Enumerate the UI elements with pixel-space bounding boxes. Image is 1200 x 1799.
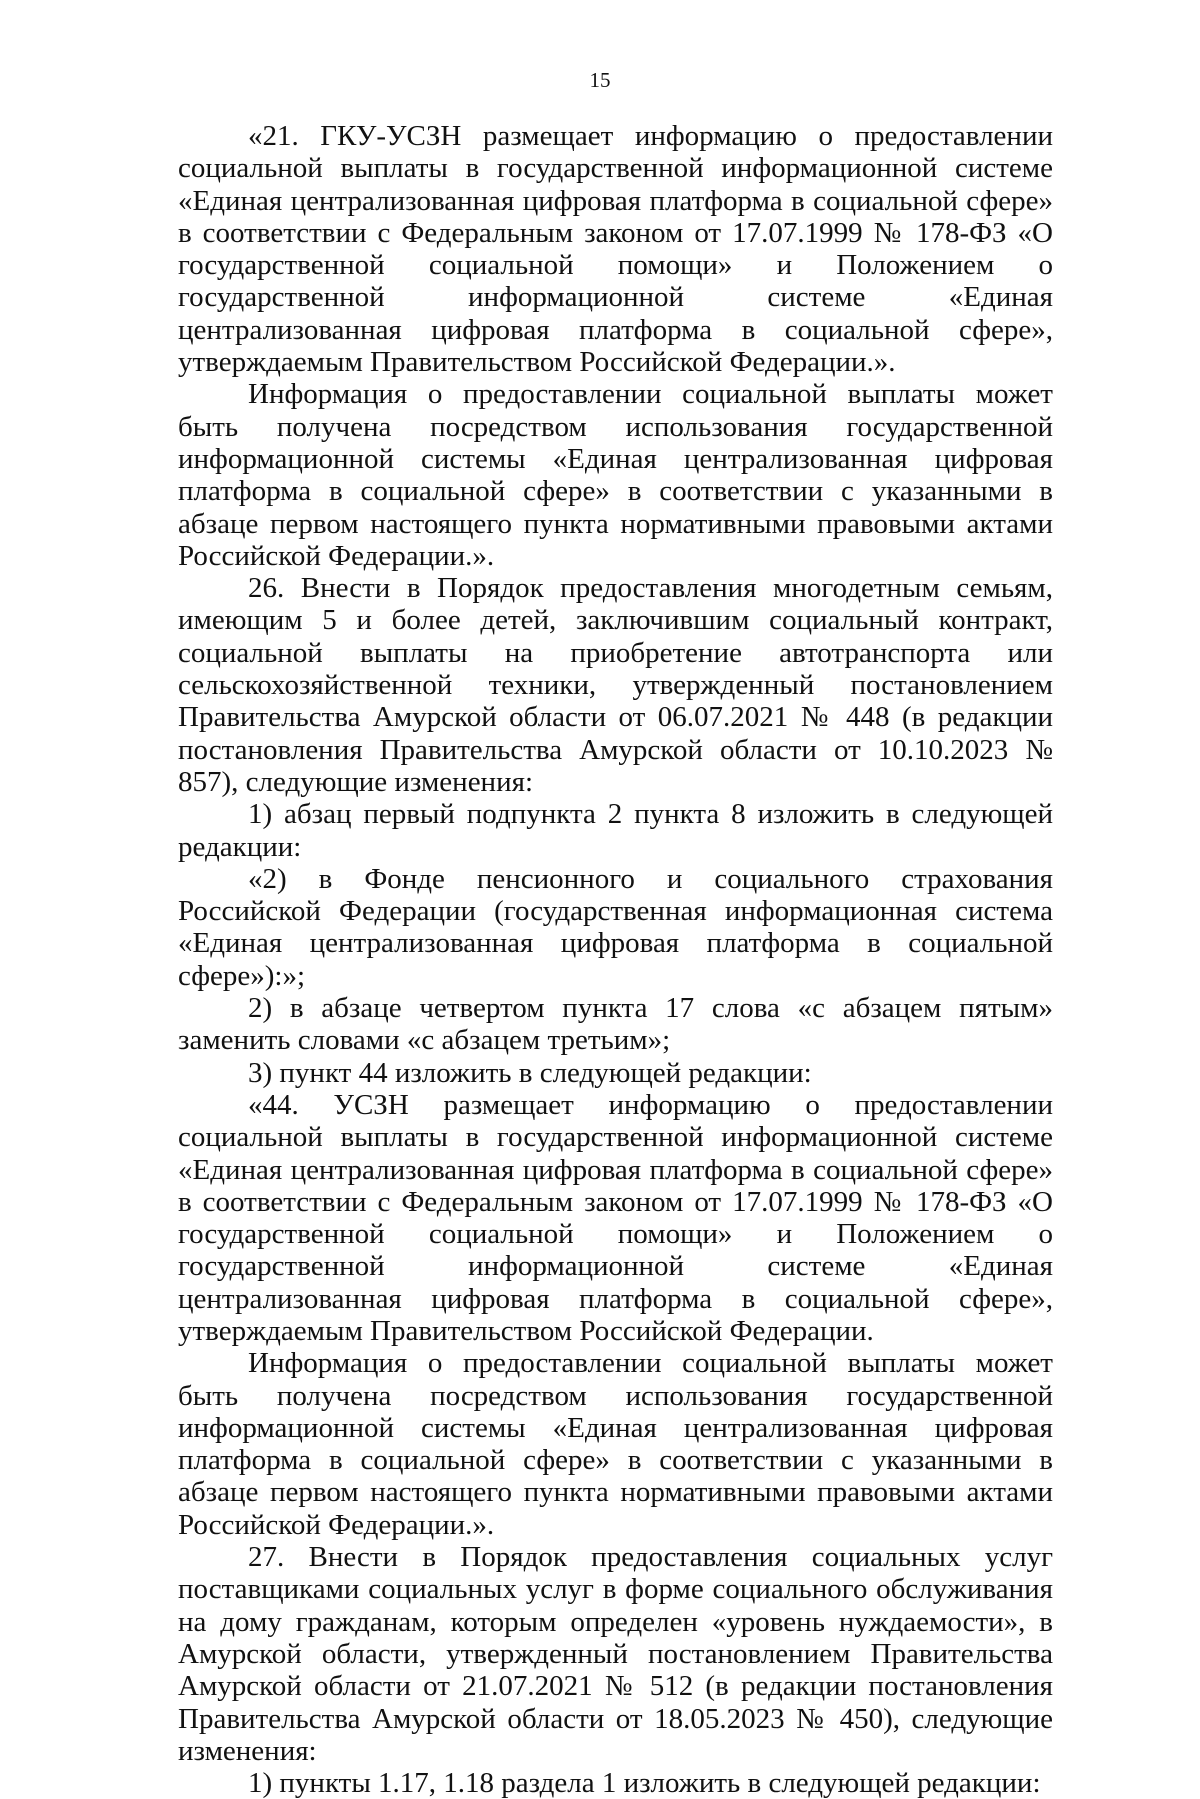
paragraph-27-item-1: 1) пункты 1.17, 1.18 раздела 1 изложить в следующей редакции:: [248, 1767, 1041, 1799]
paragraph-27: 27. Внести в Порядок предоставления социальных услуг поставщиками социальных услуг в форме социального обслуживания на дому гражданам, которым определен «уровень нуждаемости», в Амурской области, утвержденный постановлением Правительства Амурской области от 21.07.2021 № 512 (в редакции постановления Правительства Амурской области от 18.05.2023 № 450), следующие изменения:: [178, 1541, 1053, 1767]
paragraph-26-item-3: 3) пункт 44 изложить в следующей редакции:: [248, 1056, 812, 1089]
paragraph-information-1: Информация о предоставлении социальной выплаты может быть получена посредством использования государственной информационной системы «Единая централизованная цифровая платформа в социальной сфере» в соответствии с указанными в абзаце первом настоящего пункта нормативными правовыми актами Российской Федерации.».: [178, 378, 1053, 572]
document-body: [178, 120, 1053, 1799]
paragraph-44-uszn: «44. УСЗН размещает информацию о предоставлении социальной выплаты в государственной информационной системе «Единая централизованная цифровая платформа в социальной сфере» в соответствии с Федеральным законом от 17.07.1999 № 178-ФЗ «О государственной социальной помощи» и Положением о государственной информационной системе «Единая централизованная цифровая платформа в социальной сфере», утверждаемым Правительством Российской Федерации.: [178, 1088, 1053, 1347]
paragraph-information-2: Информация о предоставлении социальной выплаты может быть получена посредством использования государственной информационной системы «Единая централизованная цифровая платформа в социальной сфере» в соответствии с указанными в абзаце первом настоящего пункта нормативными правовыми актами Российской Федерации.».: [178, 1347, 1053, 1541]
paragraph-26-item-2: 2) в абзаце четвертом пункта 17 слова «с абзацем пятым» заменить словами «с абзацем третьим»;: [178, 992, 1053, 1057]
paragraph-26-item-1-text: «2) в Фонде пенсионного и социального страхования Российской Федерации (государственная информационная система «Единая централизованная цифровая платформа в социальной сфере»):»;: [178, 862, 1053, 992]
paragraph-21-gku-uszn: «21. ГКУ-УСЗН размещает информацию о предоставлении социальной выплаты в государственной информационной системе «Единая централизованная цифровая платформа в социальной сфере» в соответствии с Федеральным законом от 17.07.1999 № 178-ФЗ «О государственной социальной помощи» и Положением о государственной информационной системе «Единая централизованная цифровая платформа в социальной сфере», утверждаемым Правительством Российской Федерации.».: [178, 120, 1053, 379]
paragraph-26-item-1: 1) абзац первый подпункта 2 пункта 8 изложить в следующей редакции:: [178, 798, 1053, 863]
paragraph-26: 26. Внести в Порядок предоставления многодетным семьям, имеющим 5 и более детей, заключившим социальный контракт, социальной выплаты на приобретение автотранспорта или сельскохозяйственной техники, утвержденный постановлением Правительства Амурской области от 06.07.2021 № 448 (в редакции постановления Правительства Амурской области от 10.10.2023 № 857), следующие изменения:: [178, 572, 1053, 798]
page-number: 15: [589, 68, 611, 92]
